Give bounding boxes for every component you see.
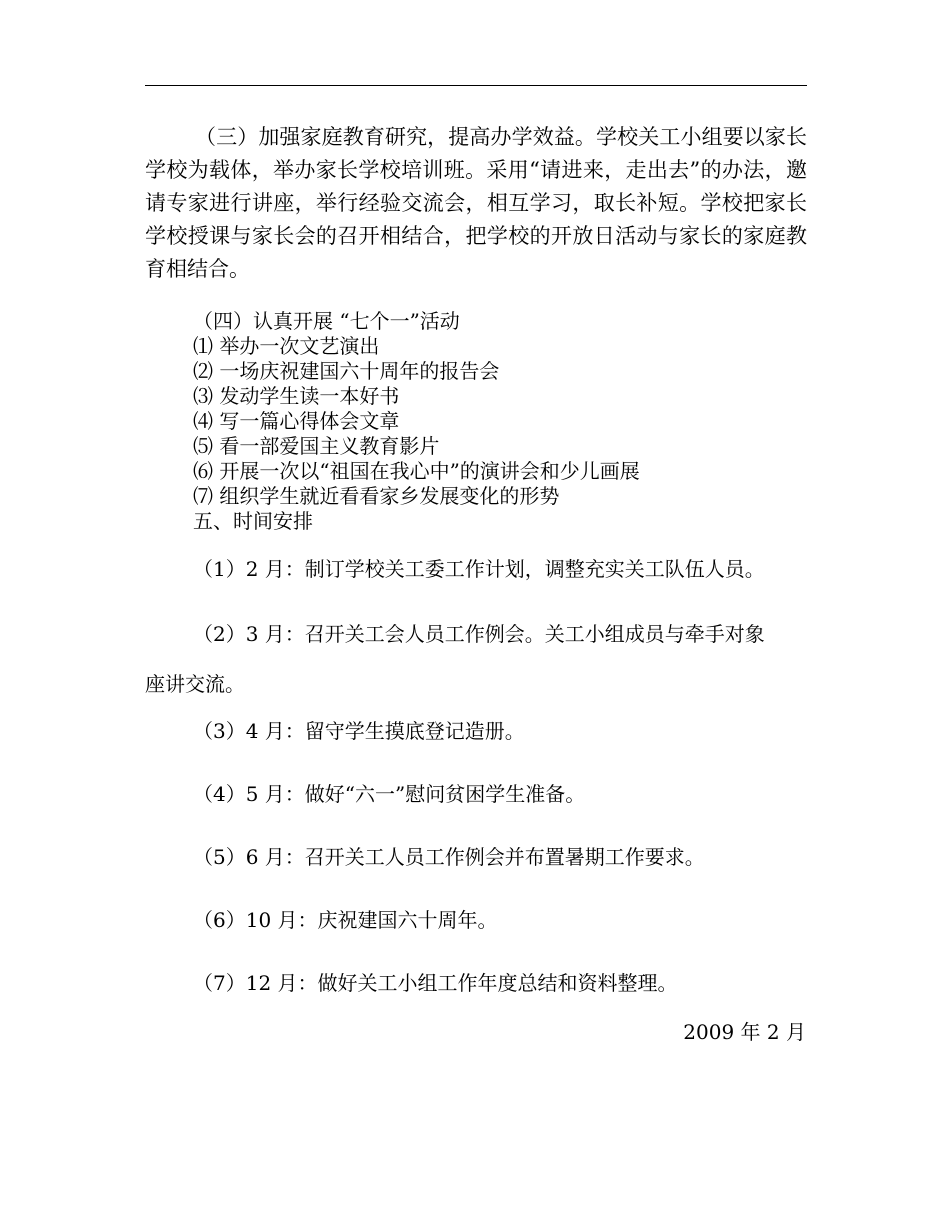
schedule-item: （2）3 月：召开关工会人员工作例会。关工小组成员与牵手对象 — [193, 622, 765, 646]
schedule-item: （5）6 月：召开关工人员工作例会并布置暑期工作要求。 — [193, 845, 705, 869]
schedule-item: （6）10 月：庆祝建国六十周年。 — [193, 908, 498, 932]
list-item: ⑶ 发动学生读一本好书 — [193, 384, 400, 408]
list-item: ⑹ 开展一次以“祖国在我心中”的演讲会和少儿画展 — [193, 459, 640, 483]
section-3-paragraph: （三）加强家庭教育研究，提高办学效益。学校关工小组要以家长学校为载体，举办家长学校培训班。采用“请进来，走出去”的办法，邀请专家进行讲座，举行经验交流会，相互学习，取长补短。学校把家长学校授课与家长会的召开相结合，把学校的开放日活动与家长的家庭教育相结合。 — [145, 125, 807, 281]
list-item: ⑸ 看一部爱国主义教育影片 — [193, 434, 440, 458]
schedule-item: （3）4 月：留守学生摸底登记造册。 — [193, 719, 525, 743]
document-date: 2009 年 2 月 — [683, 1020, 806, 1044]
schedule-item-continuation: 座讲交流。 — [145, 672, 245, 696]
list-item: ⑺ 组织学生就近看看家乡发展变化的形势 — [193, 484, 560, 508]
section-4-heading: （四）认真开展 “七个一”活动 — [193, 309, 460, 333]
list-item: ⑷ 写一篇心得体会文章 — [193, 409, 400, 433]
header-rule — [145, 85, 807, 86]
list-item: ⑴ 举办一次文艺演出 — [193, 334, 380, 358]
list-item: ⑵ 一场庆祝建国六十周年的报告会 — [193, 359, 500, 383]
section-5-heading: 五、时间安排 — [193, 509, 313, 533]
schedule-item: （1）2 月：制订学校关工委工作计划，调整充实关工队伍人员。 — [193, 557, 765, 581]
schedule-item: （4）5 月：做好“六一”慰问贫困学生准备。 — [193, 782, 586, 806]
schedule-item: （7）12 月：做好关工小组工作年度总结和资料整理。 — [193, 971, 678, 995]
